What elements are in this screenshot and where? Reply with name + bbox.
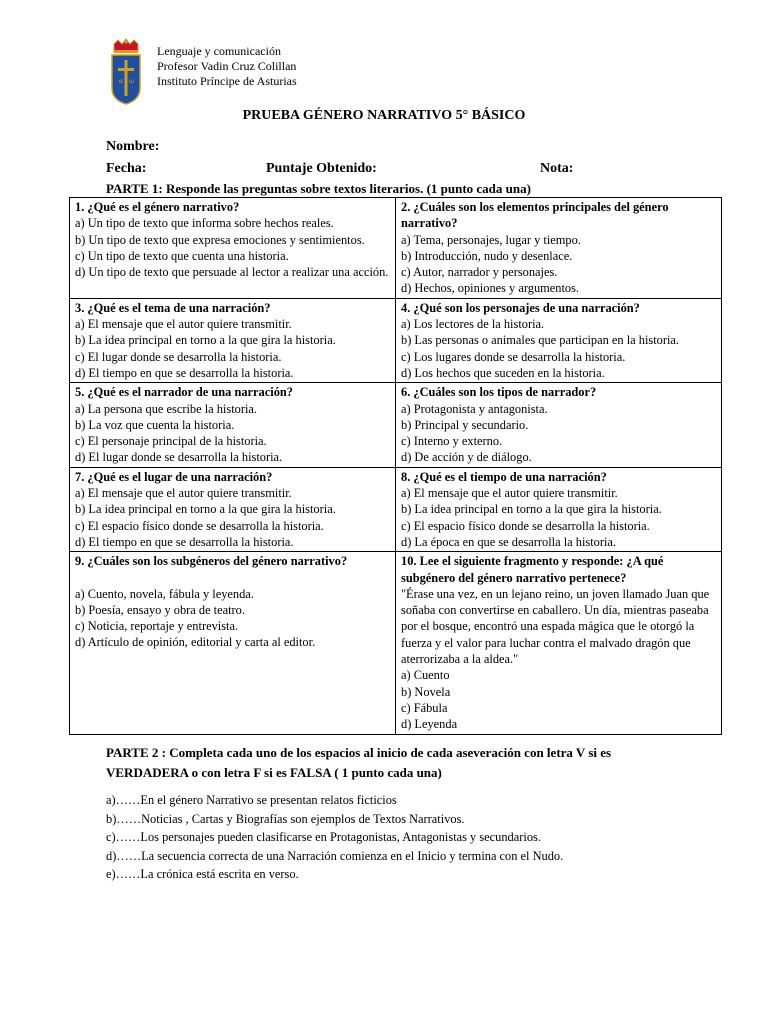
- option-c: c) Autor, narrador y personajes.: [401, 265, 558, 280]
- question-text: 2. ¿Cuáles son los elementos principales del género narrativo?: [401, 200, 669, 231]
- part2-heading: PARTE 2 : Completa cada uno de los espacios al inicio de cada aseveración con letra V si es VERDADERA o con letra F si es FALSA ( 1 punto cada una): [106, 745, 612, 780]
- date-label: Fecha:: [106, 161, 147, 176]
- option-b: b) Las personas o animales que participan en la historia.: [401, 333, 680, 348]
- option-a: a) Los lectores de la historia.: [401, 317, 545, 332]
- table-row: [70, 467, 722, 551]
- option-c: c) El lugar donde se desarrolla la historia.: [75, 349, 282, 364]
- header-info: [157, 44, 297, 89]
- table-row: [70, 298, 722, 382]
- table-row: [70, 198, 722, 299]
- name-label: Nombre:: [106, 139, 160, 154]
- question-cell-10: [396, 552, 722, 734]
- option-b: b) Novela: [401, 684, 451, 699]
- score-label: Puntaje Obtenido:: [266, 161, 377, 176]
- option-c: c) Interno y externo.: [401, 434, 503, 449]
- statement-b: b)……Noticias , Cartas y Biografías son ejemplos de Textos Narrativos.: [106, 811, 465, 826]
- question-text: 6. ¿Cuáles son los tipos de narrador?: [401, 385, 597, 400]
- question-cell-8: [396, 467, 722, 551]
- option-a: a) Cuento: [401, 668, 450, 683]
- option-d: d) Artículo de opinión, editorial y carta al editor.: [75, 635, 316, 650]
- question-text: 7. ¿Qué es el lugar de una narración?: [75, 469, 273, 484]
- option-d: d) Los hechos que suceden en la historia.: [401, 365, 605, 380]
- option-a: a) El mensaje que el autor quiere transmitir.: [75, 486, 292, 501]
- header-school: Instituto Príncipe de Asturias: [157, 74, 297, 88]
- statement-a: a)……En el género Narrativo se presentan relatos ficticios: [106, 793, 397, 807]
- option-c: c) Un tipo de texto que cuenta una historia.: [75, 248, 289, 263]
- option-a: a) Tema, personajes, lugar y tiempo.: [401, 232, 581, 247]
- option-d: d) La época en que se desarrolla la historia.: [401, 534, 617, 549]
- question-text: 9. ¿Cuáles son los subgéneros del género narrativo?: [75, 554, 348, 569]
- svg-text:α: α: [119, 78, 124, 85]
- option-a: a) El mensaje que el autor quiere transmitir.: [75, 317, 292, 332]
- question-text: 3. ¿Qué es el tema de una narración?: [75, 300, 271, 315]
- question-cell-2: [396, 198, 722, 299]
- option-b: b) La idea principal en torno a la que gira la historia.: [75, 333, 336, 348]
- option-c: c) El espacio físico donde se desarrolla la historia.: [401, 518, 650, 533]
- coat-of-arms-icon: [108, 38, 144, 106]
- question-cell-3: [70, 298, 396, 382]
- option-a: a) Cuento, novela, fábula y leyenda.: [75, 586, 254, 601]
- question-text: 8. ¿Qué es el tiempo de una narración?: [401, 469, 607, 484]
- page-title: PRUEBA GÉNERO NARRATIVO 5° BÁSICO: [242, 108, 526, 123]
- option-d: d) Un tipo de texto que persuade al lector a realizar una acción.: [75, 265, 389, 280]
- option-b: b) Poesía, ensayo y obra de teatro.: [75, 602, 245, 617]
- question-text: 4. ¿Qué son los personajes de una narración?: [401, 300, 640, 315]
- question-text: 5. ¿Qué es el narrador de una narración?: [75, 385, 293, 400]
- option-c: c) El personaje principal de la historia.: [75, 434, 267, 449]
- option-d: d) El tiempo en que se desarrolla la historia.: [75, 534, 294, 549]
- option-b: b) Un tipo de texto que expresa emociones y sentimientos.: [75, 232, 365, 247]
- question-cell-6: [396, 383, 722, 467]
- option-b: b) Principal y secundario.: [401, 417, 529, 432]
- questions-table: [69, 197, 722, 735]
- option-c: c) Fábula: [401, 700, 448, 715]
- statement-d: d)……La secuencia correcta de una Narración comienza en el Inicio y termina con el Nudo.: [106, 848, 564, 863]
- question-cell-7: [70, 467, 396, 551]
- option-c: c) Los lugares donde se desarrolla la historia.: [401, 349, 626, 364]
- part1-heading: PARTE 1: Responde las preguntas sobre textos literarios. (1 punto cada una): [106, 181, 531, 196]
- blank-line: [75, 570, 390, 586]
- option-b: b) La idea principal en torno a la que gira la historia.: [75, 502, 336, 517]
- header-subject: Lenguaje y comunicación: [157, 44, 281, 58]
- option-d: d) El lugar donde se desarrolla la historia.: [75, 450, 283, 465]
- option-c: c) El espacio físico donde se desarrolla la historia.: [75, 518, 324, 533]
- question-cell-5: [70, 383, 396, 467]
- question-cell-9: [70, 552, 396, 734]
- statement-c: c)……Los personajes pueden clasificarse en Protagonistas, Antagonistas y secundarios.: [106, 830, 541, 845]
- table-row: [70, 552, 722, 734]
- question-text: 1. ¿Qué es el género narrativo?: [75, 200, 240, 214]
- option-d: d) De acción y de diálogo.: [401, 450, 532, 465]
- option-b: b) Introducción, nudo y desenlace.: [401, 248, 573, 263]
- option-b: b) La voz que cuenta la historia.: [75, 417, 235, 432]
- question-cell-4: [396, 298, 722, 382]
- question-text: 10. Lee el siguiente fragmento y responde: ¿A qué subgénero del género narrativo pertenece?: [401, 554, 664, 585]
- option-d: d) Leyenda: [401, 717, 458, 732]
- option-a: a) El mensaje que el autor quiere transmitir.: [401, 486, 618, 501]
- option-a: a) Protagonista y antagonista.: [401, 401, 548, 416]
- option-a: a) Un tipo de texto que informa sobre hechos reales.: [75, 216, 334, 231]
- question-cell-1: [70, 198, 396, 299]
- true-false-list: [106, 791, 563, 884]
- option-c: c) Noticia, reportaje y entrevista.: [75, 619, 239, 634]
- grade-label: Nota:: [540, 161, 574, 176]
- svg-text:ω: ω: [129, 78, 134, 85]
- story-fragment: "Érase una vez, en un lejano reino, un joven llamado Juan que soñaba con convertirse en caballero. Un día, mientras paseaba por el bosque, encontró una espada mágica que le otorgó la fuerza y el valor para luchar contra el malvado dragón que aterrorizaba a la aldea.": [401, 586, 710, 667]
- option-d: d) El tiempo en que se desarrolla la historia.: [75, 365, 294, 380]
- table-row: [70, 383, 722, 467]
- header-teacher: Profesor Vadin Cruz Colillan: [157, 59, 297, 73]
- option-b: b) La idea principal en torno a la que gira la historia.: [401, 502, 662, 517]
- option-d: d) Hechos, opiniones y argumentos.: [401, 281, 580, 296]
- statement-e: e)……La crónica está escrita en verso.: [106, 867, 299, 882]
- option-a: a) La persona que escribe la historia.: [75, 401, 257, 416]
